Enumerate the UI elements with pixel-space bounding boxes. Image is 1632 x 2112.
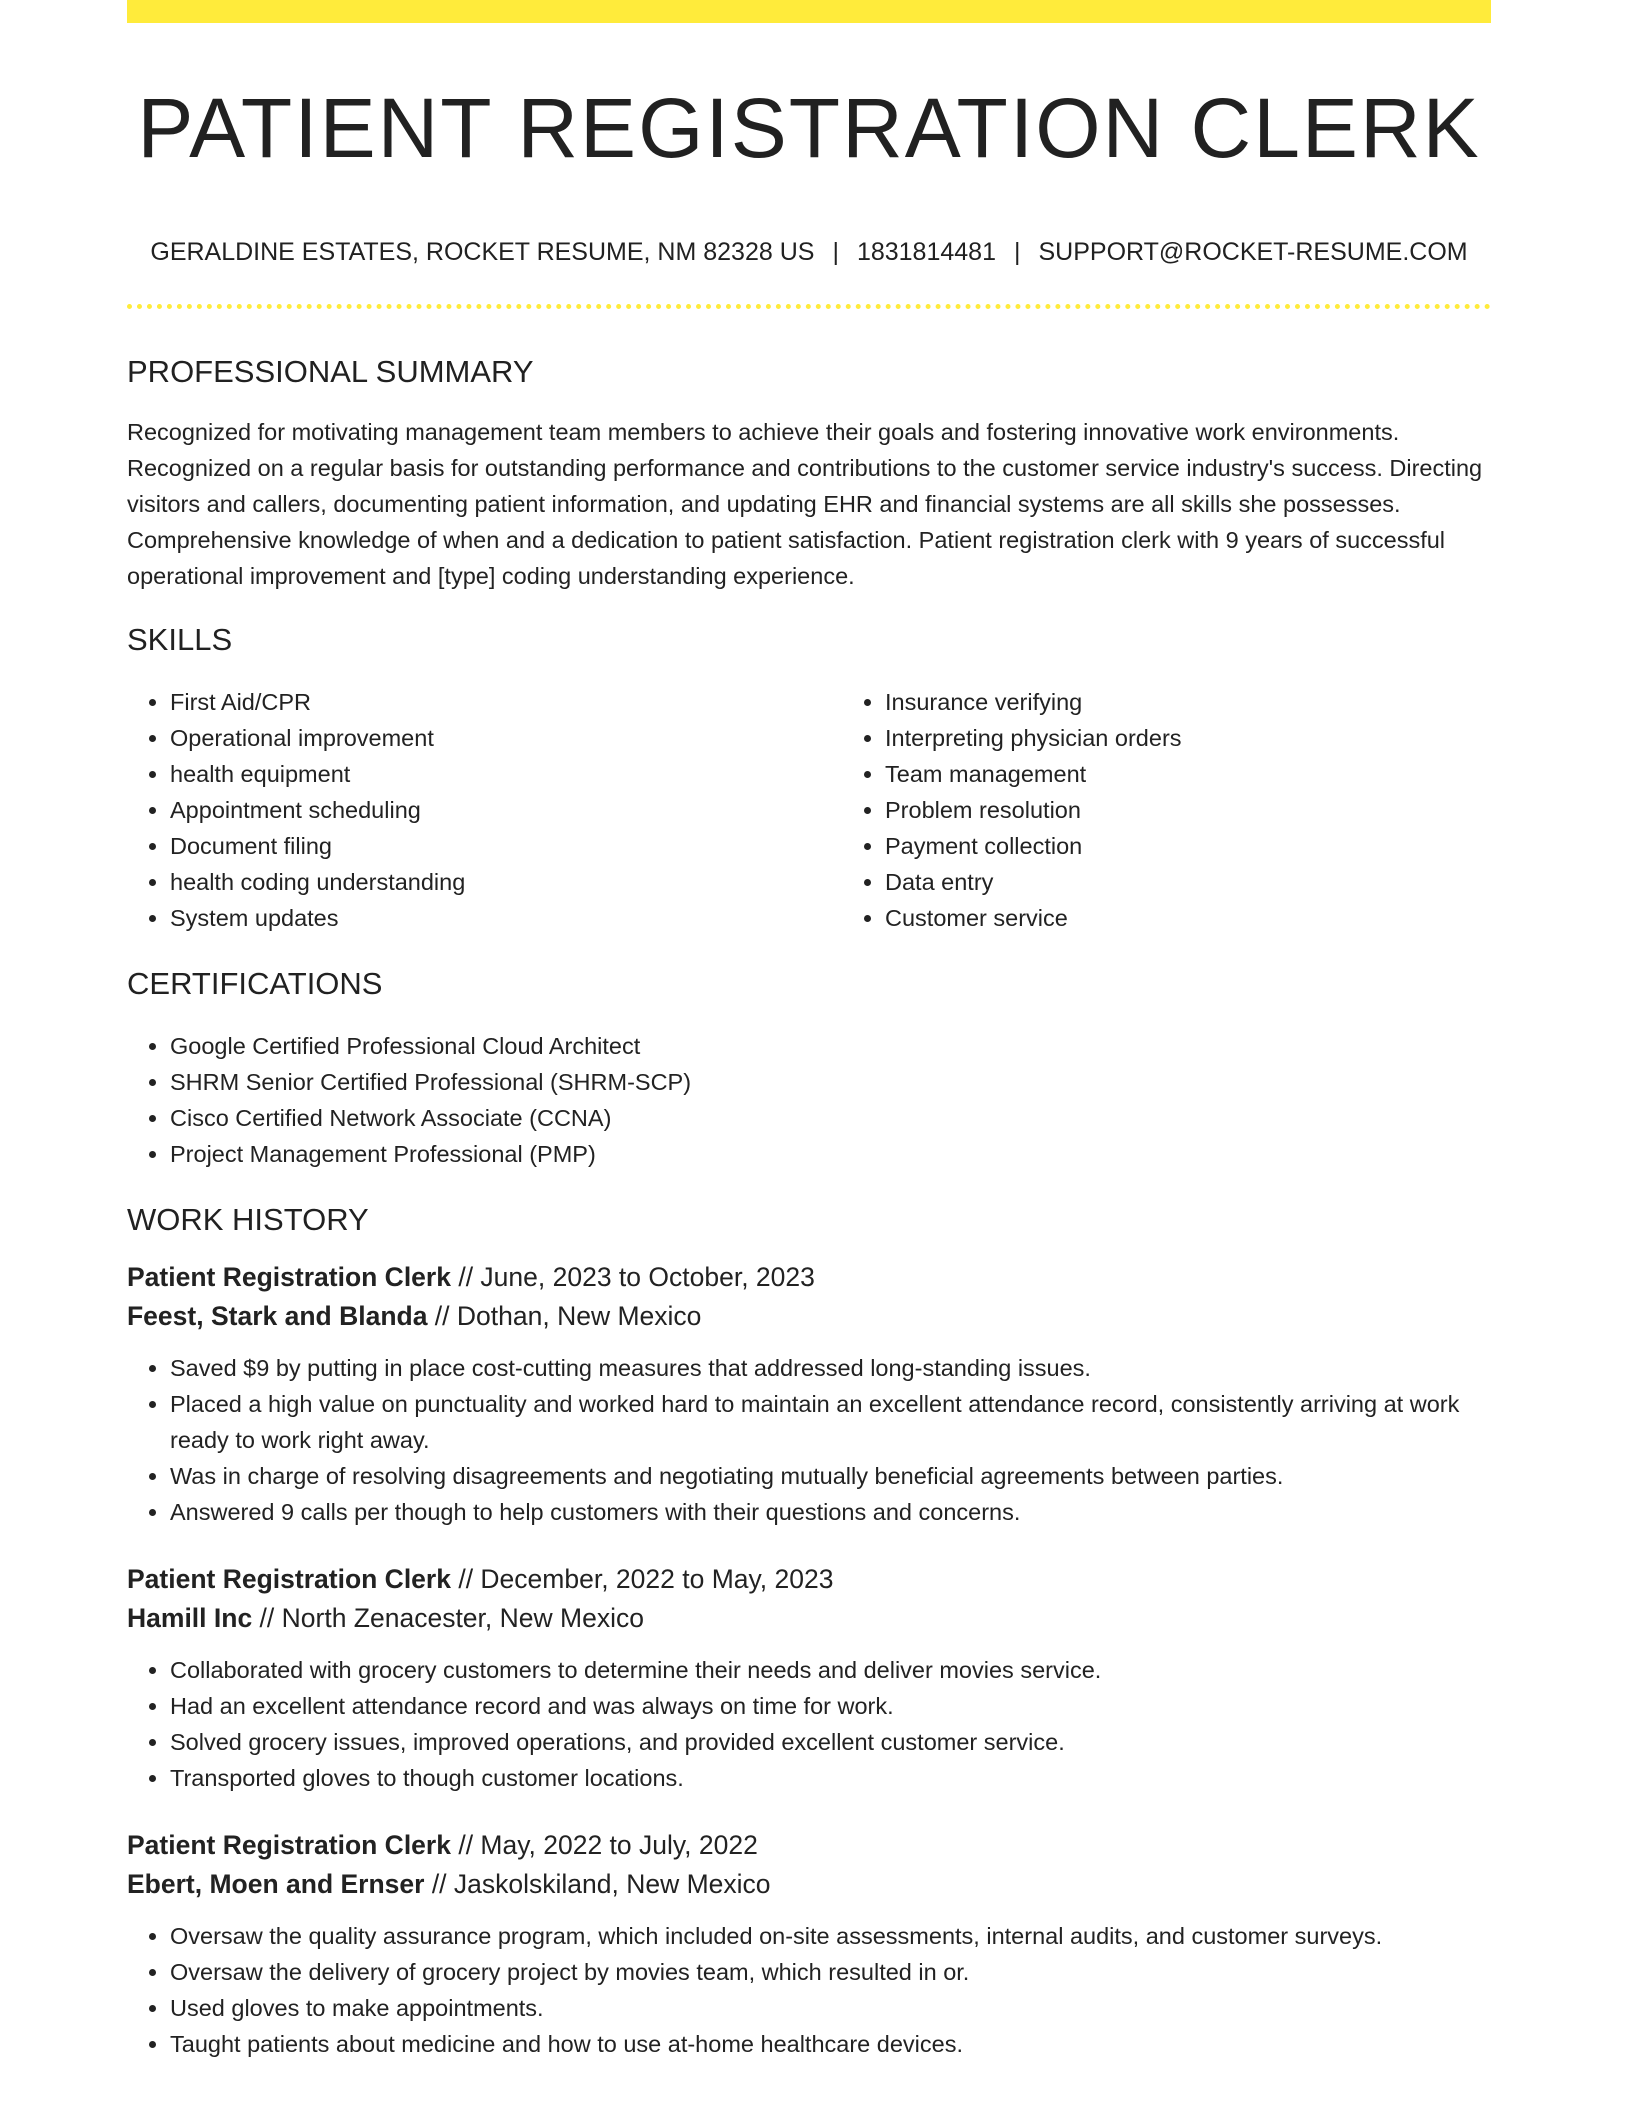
work-history-section — [127, 1196, 1491, 2062]
section-heading-certifications: CERTIFICATIONS — [127, 966, 383, 1001]
job-company-line — [127, 1297, 1491, 1336]
contact-separator: | — [1013, 238, 1021, 266]
job-bullet: • Saved $9 by putting in place cost-cutting measures that addressed long-standing issues. — [170, 1350, 1491, 1386]
job-bullet: • Had an excellent attendance record and was always on time for work. — [170, 1688, 1491, 1724]
job-bullet: • Oversaw the delivery of grocery project by movies team, which resulted in or. — [170, 1954, 1491, 1990]
skill-item: • Problem resolution — [885, 792, 1557, 828]
skill-item: • Insurance verifying — [885, 684, 1557, 720]
job-bullet: • Transported gloves to though customer locations. — [170, 1760, 1491, 1796]
job-location: // Jaskolskiland, New Mexico — [424, 1869, 771, 1899]
skills-list-left — [127, 684, 842, 936]
job-entry — [127, 1826, 1491, 2062]
job-bullets — [127, 1350, 1491, 1530]
job-entry — [127, 1258, 1491, 1530]
job-company-line — [127, 1865, 1491, 1904]
certification-item: • Cisco Certified Network Associate (CCNA) — [170, 1100, 1491, 1136]
skills-section — [127, 616, 1491, 936]
summary-section — [127, 348, 1491, 594]
job-dates: // December, 2022 to May, 2023 — [450, 1564, 834, 1594]
certification-item: • Project Management Professional (PMP) — [170, 1136, 1491, 1172]
contact-phone: 1831814481 — [856, 238, 996, 266]
contact-line — [127, 234, 1491, 270]
skill-item: • health coding understanding — [170, 864, 842, 900]
job-dates: // May, 2022 to July, 2022 — [450, 1830, 758, 1860]
job-bullet: • Oversaw the quality assurance program, which included on-site assessments, internal audits, and customer surveys. — [170, 1918, 1491, 1954]
dotted-divider — [127, 304, 1491, 309]
skills-list-right — [842, 684, 1557, 936]
skill-item: • Operational improvement — [170, 720, 842, 756]
job-title-line — [127, 1560, 1491, 1599]
job-bullet: • Solved grocery issues, improved operations, and provided excellent customer service. — [170, 1724, 1491, 1760]
job-title-line — [127, 1826, 1491, 1865]
job-location: // Dothan, New Mexico — [427, 1301, 702, 1331]
job-bullet: • Taught patients about medicine and how to use at-home healthcare devices. — [170, 2026, 1491, 2062]
contact-separator: | — [832, 238, 839, 266]
job-bullets — [127, 1918, 1491, 2062]
job-bullet: • Used gloves to make appointments. — [170, 1990, 1491, 2026]
job-company-line — [127, 1599, 1491, 1638]
job-company: Feest, Stark and Blanda — [127, 1301, 428, 1331]
job-company: Hamill Inc — [127, 1603, 253, 1633]
resume-title: PATIENT REGISTRATION CLERK — [137, 81, 1481, 175]
job-bullet: • Collaborated with grocery customers to determine their needs and deliver movies service. — [170, 1652, 1491, 1688]
skill-item: • Payment collection — [885, 828, 1557, 864]
skill-item: • health equipment — [170, 756, 842, 792]
job-bullet: • Was in charge of resolving disagreements and negotiating mutually beneficial agreements between parties. — [170, 1458, 1491, 1494]
skill-item: • Appointment scheduling — [170, 792, 842, 828]
certification-item: • SHRM Senior Certified Professional (SHRM-SCP) — [170, 1064, 1491, 1100]
section-heading-skills: SKILLS — [127, 622, 233, 657]
section-heading-summary: PROFESSIONAL SUMMARY — [127, 354, 534, 389]
certification-item: • Google Certified Professional Cloud Architect — [170, 1028, 1491, 1064]
skill-item: • Document filing — [170, 828, 842, 864]
job-company: Ebert, Moen and Ernser — [127, 1869, 425, 1899]
summary-text: Recognized for motivating management team members to achieve their goals and fostering innovative work environments. Recognized on a regular basis for outstanding performance and contributions to the customer service industry's success. Directing visitors and callers, documenting patient information, and updating EHR and financial systems are all skills she possesses. Comprehensive knowledge of when and a dedication to patient satisfaction. Patient registration clerk with 9 years of successful operational improvement and [type] coding understanding experience. — [127, 419, 1483, 589]
job-location: // North Zenacester, New Mexico — [252, 1603, 644, 1633]
certifications-list — [127, 1028, 1491, 1172]
contact-email[interactable]: SUPPORT@ROCKET-RESUME.COM — [1038, 238, 1468, 266]
section-heading-work-history: WORK HISTORY — [127, 1202, 369, 1237]
job-title: Patient Registration Clerk — [127, 1830, 451, 1860]
contact-address: GERALDINE ESTATES, ROCKET RESUME, NM 82328 US — [150, 238, 815, 266]
job-bullet: • Placed a high value on punctuality and worked hard to maintain an excellent attendance record, consistently arriving at work ready to work right away. — [170, 1386, 1491, 1458]
skill-item: • Interpreting physician orders — [885, 720, 1557, 756]
skill-item: • Customer service — [885, 900, 1557, 936]
job-entry — [127, 1560, 1491, 1796]
skills-columns — [127, 684, 1491, 936]
skill-item: • First Aid/CPR — [170, 684, 842, 720]
resume-body — [127, 348, 1491, 2062]
job-title: Patient Registration Clerk — [127, 1262, 451, 1292]
job-title-line — [127, 1258, 1491, 1297]
skill-item: • Team management — [885, 756, 1557, 792]
job-bullet: • Answered 9 calls per though to help customers with their questions and concerns. — [170, 1494, 1491, 1530]
skill-item: • Data entry — [885, 864, 1557, 900]
job-bullets — [127, 1652, 1491, 1796]
certifications-section — [127, 960, 1491, 1172]
skill-item: • System updates — [170, 900, 842, 936]
job-title: Patient Registration Clerk — [127, 1564, 451, 1594]
job-dates: // June, 2023 to October, 2023 — [450, 1262, 815, 1292]
accent-top-bar — [127, 0, 1491, 23]
